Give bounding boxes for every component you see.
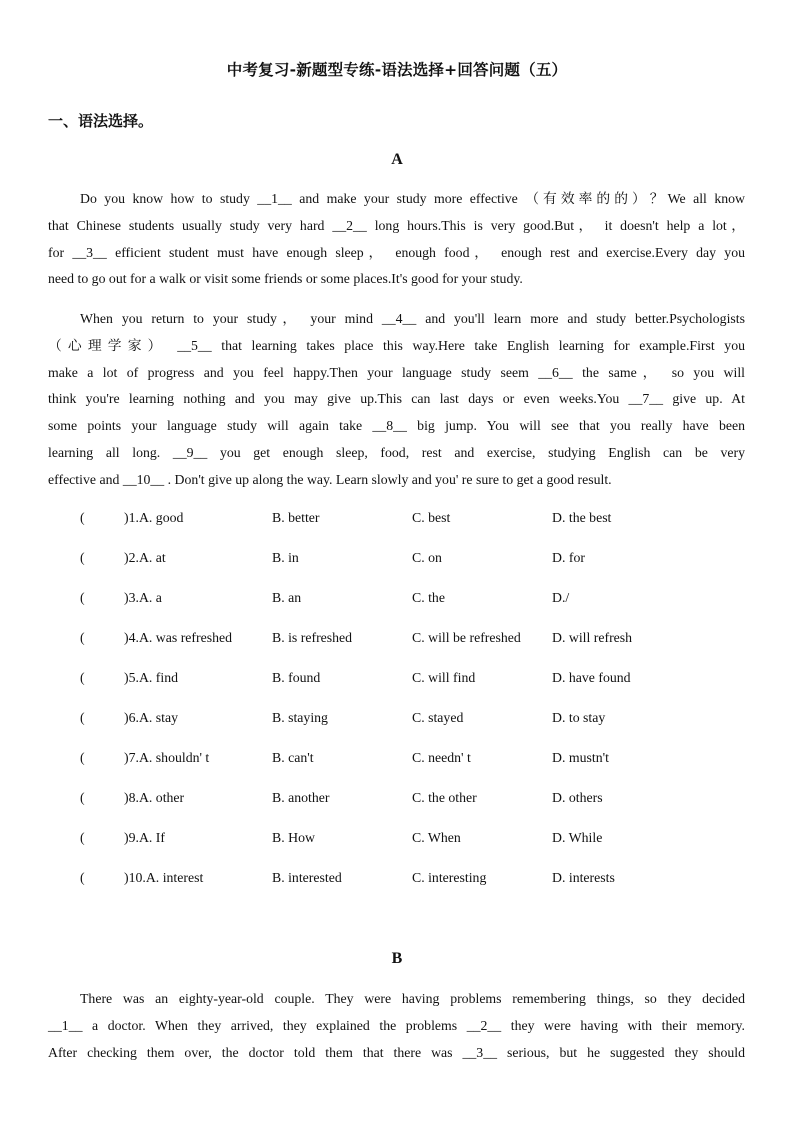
text-line: need to go out for a walk or visit some friends or some places.It's good for your study. (48, 271, 523, 287)
passage-a-paragraph-1 (48, 186, 745, 293)
text-line: effective and __10__ . Don't give up along the way. Learn slowly and you' re sure to get a good result. (48, 471, 612, 487)
question-row (80, 510, 760, 530)
text-line: learning all long. __9__ you get enough sleep, food, rest and exercise, studying English can be very (48, 444, 745, 460)
option-d: D. will refresh (552, 630, 633, 645)
option-a: )4.A. was refreshed (124, 630, 233, 645)
question-row (80, 630, 760, 650)
answer-blank[interactable]: ( (80, 510, 85, 525)
text-line: When you return to your study， your mind __4__ and you'll learn more and study better.Psychologists (80, 311, 745, 326)
option-a: )9.A. If (124, 830, 165, 845)
option-c: C. the other (412, 790, 477, 805)
option-d: D. the best (552, 510, 612, 525)
option-b: B. staying (272, 710, 328, 725)
answer-blank[interactable]: ( (80, 590, 85, 605)
text-line: for __3__ efficient student must have enough sleep， enough food， enough rest and exercise.Every day you (48, 244, 745, 260)
option-b: B. better (272, 510, 320, 525)
option-c: C. When (412, 830, 461, 845)
passage-a-label: A (391, 151, 403, 168)
question-row (80, 550, 760, 570)
answer-blank[interactable]: ( (80, 630, 85, 645)
option-d: D. have found (552, 670, 631, 685)
option-c: C. needn' t (412, 750, 471, 765)
option-b: B. an (272, 590, 302, 605)
option-c: C. best (412, 510, 451, 525)
option-a: )6.A. stay (124, 710, 179, 725)
option-d: D. While (552, 830, 603, 845)
answer-blank[interactable]: ( (80, 670, 85, 685)
option-c: C. will find (412, 670, 476, 685)
text-line: __1__ a doctor. When they arrived, they explained the problems __2__ they were having with their memory. (48, 1017, 745, 1033)
question-row (80, 830, 760, 850)
section-heading: 一、语法选择。 (48, 112, 154, 130)
question-row (80, 790, 760, 810)
passage-b-paragraph-1 (48, 986, 745, 1066)
option-a: )10.A. interest (124, 870, 204, 885)
option-c: C. will be refreshed (412, 630, 521, 645)
text-line: There was an eighty-year-old couple. They were having problems remembering things, so they decided (80, 991, 745, 1006)
option-d: D./ (552, 590, 570, 605)
option-b: B. found (272, 670, 321, 685)
option-a: )2.A. at (124, 550, 166, 565)
option-b: B. can't (272, 750, 314, 765)
answer-blank[interactable]: ( (80, 710, 85, 725)
option-a: )3.A. a (124, 590, 162, 605)
option-d: D. for (552, 550, 585, 565)
question-row (80, 670, 760, 690)
answer-blank[interactable]: ( (80, 790, 85, 805)
option-b: B. another (272, 790, 330, 805)
question-row (80, 870, 760, 890)
question-row (80, 710, 760, 730)
option-c: C. interesting (412, 870, 487, 885)
option-c: C. stayed (412, 710, 464, 725)
text-line: （心理学家） __5__ that learning takes place this way.Here take English learning for example.First you (48, 337, 745, 353)
answer-blank[interactable]: ( (80, 750, 85, 765)
text-line: make a lot of progress and you feel happy.Then your language study seem __6__ the same， so you will (48, 364, 745, 380)
answer-blank[interactable]: ( (80, 830, 85, 845)
option-a: )5.A. find (124, 670, 179, 685)
text-line: some points your language study will again take __8__ big jump. You will see that you really have been (48, 418, 745, 434)
option-b: B. How (272, 830, 315, 845)
option-d: D. mustn't (552, 750, 609, 765)
option-b: B. interested (272, 870, 342, 885)
option-b: B. in (272, 550, 299, 565)
text-line: that Chinese students usually study very hard __2__ long hours.This is very good.But， it doesn't help a lot， (48, 217, 745, 233)
option-a: )7.A. shouldn' t (124, 750, 210, 765)
option-d: D. others (552, 790, 603, 805)
option-a: )1.A. good (124, 510, 184, 525)
option-c: C. on (412, 550, 442, 565)
option-d: D. to stay (552, 710, 606, 725)
answer-blank[interactable]: ( (80, 870, 85, 885)
answer-blank[interactable]: ( (80, 550, 85, 565)
page-title: 中考复习-新题型专练-语法选择+回答问题（五） (226, 61, 568, 79)
passage-b-label: B (391, 950, 403, 967)
question-row (80, 750, 760, 770)
question-row (80, 590, 760, 610)
passage-a-paragraph-2 (48, 306, 745, 494)
text-line: Do you know how to study __1__ and make your study more effective （有效率的的）？We all know (80, 191, 745, 206)
option-d: D. interests (552, 870, 615, 885)
text-line: think you're learning nothing and you may give up.This can last days or even weeks.You __7__ give up. At (48, 391, 745, 407)
option-b: B. is refreshed (272, 630, 353, 645)
option-a: )8.A. other (124, 790, 185, 805)
option-c: C. the (412, 590, 445, 605)
text-line: After checking them over, the doctor told them that there was __3__ serious, but he suggested they should (48, 1044, 745, 1060)
